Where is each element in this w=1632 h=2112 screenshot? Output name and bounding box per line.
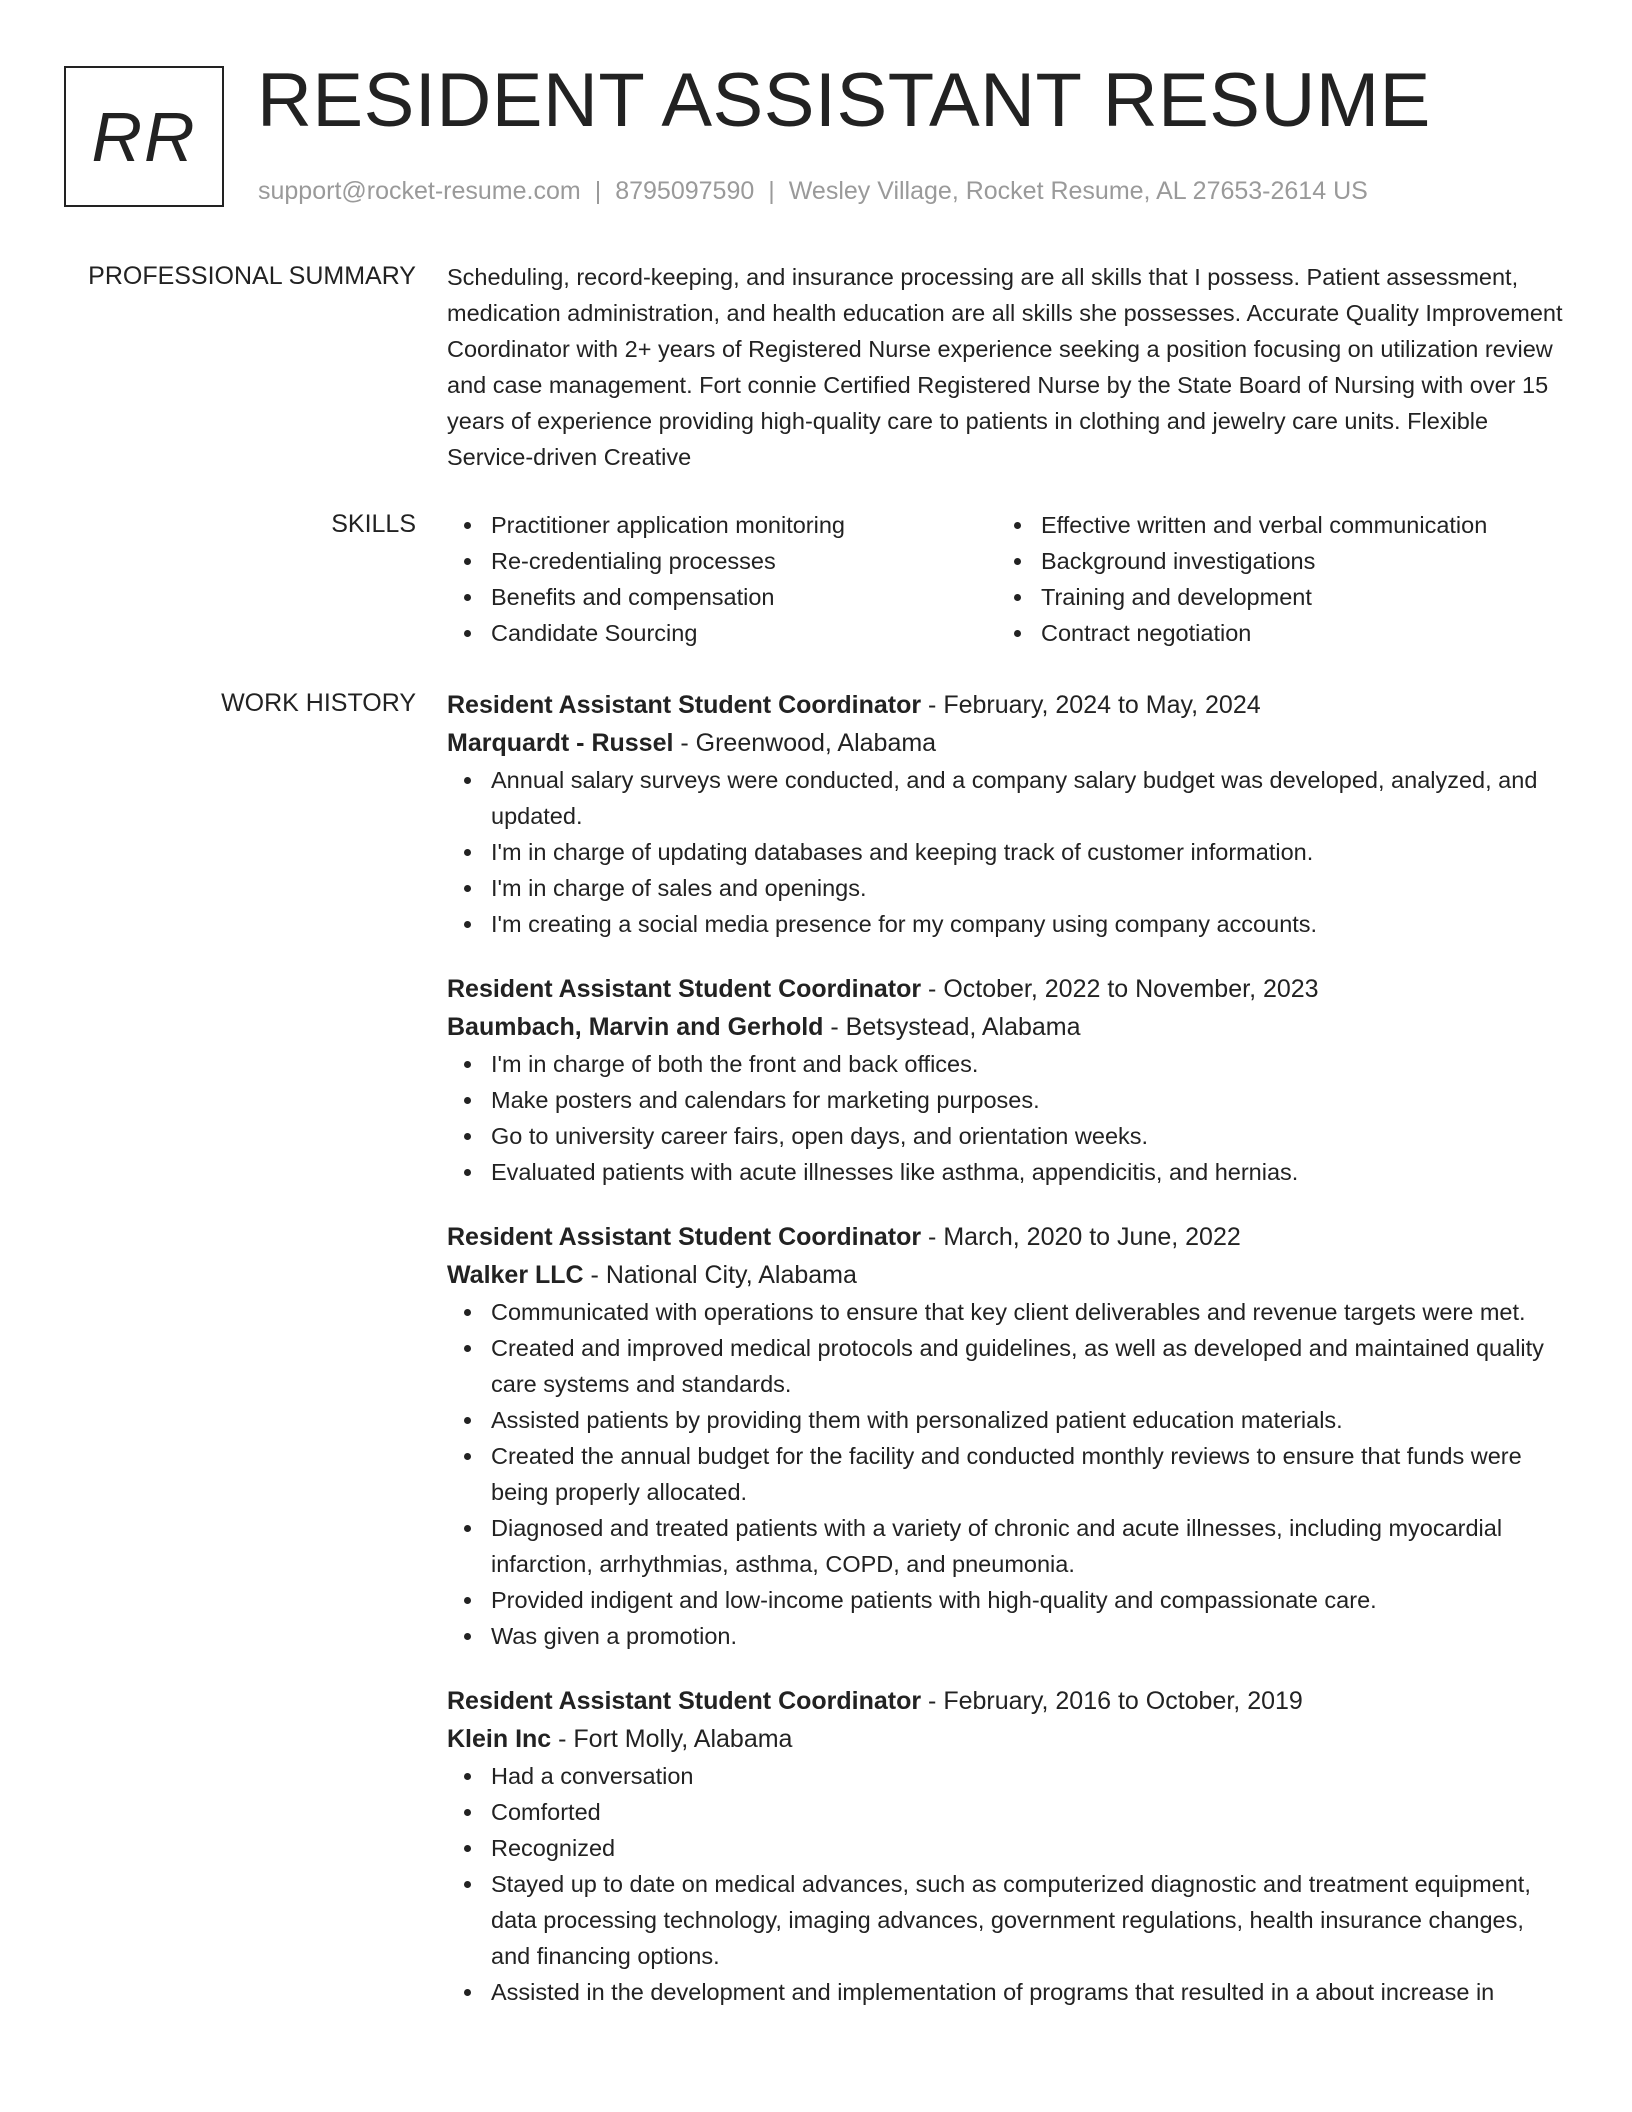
job-location: National City, Alabama (605, 1261, 857, 1289)
job-bullet-item: Evaluated patients with acute illnesses like asthma, appendicitis, and hernias. (447, 1154, 1567, 1190)
job-entry (447, 1682, 1567, 2010)
job-bullet-item: I'm in charge of both the front and back offices. (447, 1046, 1567, 1082)
job-dash: - (921, 975, 944, 1003)
skill-item: Benefits and compensation (447, 579, 997, 615)
job-location: Fort Molly, Alabama (573, 1725, 793, 1753)
monogram-logo: RR (64, 66, 224, 207)
job-company-line (447, 1256, 1567, 1294)
work-history-section (447, 686, 1567, 2038)
job-bullet-item: Was given a promotion. (447, 1618, 1567, 1654)
contact-separator: | (768, 177, 775, 205)
job-title-line (447, 970, 1567, 1008)
work-history-heading: WORK HISTORY (221, 689, 416, 717)
job-bullet-item: Recognized (447, 1830, 1567, 1866)
job-dash: - (673, 729, 696, 757)
summary-heading: PROFESSIONAL SUMMARY (88, 262, 416, 290)
job-dates: October, 2022 to November, 2023 (943, 975, 1319, 1003)
job-bullet-item: Provided indigent and low-income patients with high-quality and compassionate care. (447, 1582, 1567, 1618)
job-dash: - (583, 1261, 606, 1289)
job-bullet-item: Assisted in the development and implementation of programs that resulted in a about increase in (447, 1974, 1567, 2010)
job-title-line (447, 1218, 1567, 1256)
job-company-line (447, 1720, 1567, 1758)
job-bullet-item: Created and improved medical protocols and guidelines, as well as developed and maintained quality care systems and standards. (447, 1330, 1567, 1402)
job-company: Marquardt - Russel (447, 729, 674, 757)
job-entry (447, 970, 1567, 1190)
job-title-line (447, 1682, 1567, 1720)
job-bullet-item: Go to university career fairs, open days, and orientation weeks. (447, 1118, 1567, 1154)
job-title: Resident Assistant Student Coordinator (447, 691, 922, 719)
job-bullet-item: Assisted patients by providing them with personalized patient education materials. (447, 1402, 1567, 1438)
job-company-line (447, 1008, 1567, 1046)
job-bullet-item: I'm in charge of sales and openings. (447, 870, 1567, 906)
summary-text: Scheduling, record-keeping, and insurance processing are all skills that I possess. Patient assessment, medication administration, and health education are all skills she possesses. Accurate Quality Improvement Coordinator with 2+ years of Registered Nurse experience seeking a position focusing on utilization review and case management. Fort connie Certified Registered Nurse by the State Board of Nursing with over 15 years of experience providing high-quality care to patients in clothing and jewelry care units. Flexible Service-driven Creative (447, 264, 1563, 470)
job-dash: - (921, 1687, 944, 1715)
job-bullet-list (447, 762, 1567, 942)
job-title: Resident Assistant Student Coordinator (447, 975, 922, 1003)
skill-item: Effective written and verbal communication (997, 507, 1547, 543)
job-dates: February, 2016 to October, 2019 (943, 1687, 1303, 1715)
job-dates: February, 2024 to May, 2024 (943, 691, 1261, 719)
job-company: Baumbach, Marvin and Gerhold (447, 1013, 824, 1041)
job-bullet-item: Had a conversation (447, 1758, 1567, 1794)
job-company: Klein Inc (447, 1725, 552, 1753)
skills-column-right (997, 507, 1547, 651)
contact-line (258, 174, 1368, 208)
job-bullet-item: Make posters and calendars for marketing purposes. (447, 1082, 1567, 1118)
contact-separator: | (594, 177, 602, 205)
contact-phone[interactable]: 8795097590 (615, 177, 755, 205)
page-title: RESIDENT ASSISTANT RESUME (257, 58, 1431, 143)
job-dash: - (921, 691, 944, 719)
job-bullet-list (447, 1294, 1567, 1654)
skill-item: Contract negotiation (997, 615, 1547, 651)
skills-grid (447, 507, 1567, 651)
job-company-line (447, 724, 1567, 762)
job-bullet-item: Created the annual budget for the facility and conducted monthly reviews to ensure that funds were being properly allocated. (447, 1438, 1567, 1510)
job-location: Betsystead, Alabama (845, 1013, 1081, 1041)
job-bullet-item: Diagnosed and treated patients with a variety of chronic and acute illnesses, including myocardial infarction, arrhythmias, asthma, COPD, and pneumonia. (447, 1510, 1567, 1582)
job-bullet-item: Communicated with operations to ensure that key client deliverables and revenue targets were met. (447, 1294, 1567, 1330)
job-dash: - (921, 1223, 944, 1251)
job-bullet-list (447, 1758, 1567, 2010)
job-title-line (447, 686, 1567, 724)
skills-section (447, 507, 1567, 651)
job-entry (447, 686, 1567, 942)
contact-email[interactable]: support@rocket-resume.com (258, 177, 581, 205)
skills-column-left (447, 507, 997, 651)
job-dash: - (551, 1725, 574, 1753)
job-location: Greenwood, Alabama (695, 729, 937, 757)
job-bullet-item: Comforted (447, 1794, 1567, 1830)
job-bullet-item: Annual salary surveys were conducted, and a company salary budget was developed, analyzed, and updated. (447, 762, 1567, 834)
skill-item: Re-credentialing processes (447, 543, 997, 579)
job-company: Walker LLC (447, 1261, 584, 1289)
skills-heading: SKILLS (331, 510, 416, 538)
contact-address: Wesley Village, Rocket Resume, AL 27653-2614 US (788, 177, 1368, 205)
job-bullet-item: Stayed up to date on medical advances, such as computerized diagnostic and treatment equipment, data processing technology, imaging advances, government regulations, health insurance changes, and financing options. (447, 1866, 1567, 1974)
job-title: Resident Assistant Student Coordinator (447, 1687, 922, 1715)
job-bullet-item: I'm in charge of updating databases and keeping track of customer information. (447, 834, 1567, 870)
skill-item: Training and development (997, 579, 1547, 615)
job-bullet-item: I'm creating a social media presence for my company using company accounts. (447, 906, 1567, 942)
job-dates: March, 2020 to June, 2022 (943, 1223, 1241, 1251)
skill-item: Practitioner application monitoring (447, 507, 997, 543)
skill-item: Background investigations (997, 543, 1547, 579)
job-dash: - (823, 1013, 846, 1041)
summary-section (447, 259, 1567, 475)
skill-item: Candidate Sourcing (447, 615, 997, 651)
job-bullet-list (447, 1046, 1567, 1190)
job-entry (447, 1218, 1567, 1654)
job-title: Resident Assistant Student Coordinator (447, 1223, 922, 1251)
